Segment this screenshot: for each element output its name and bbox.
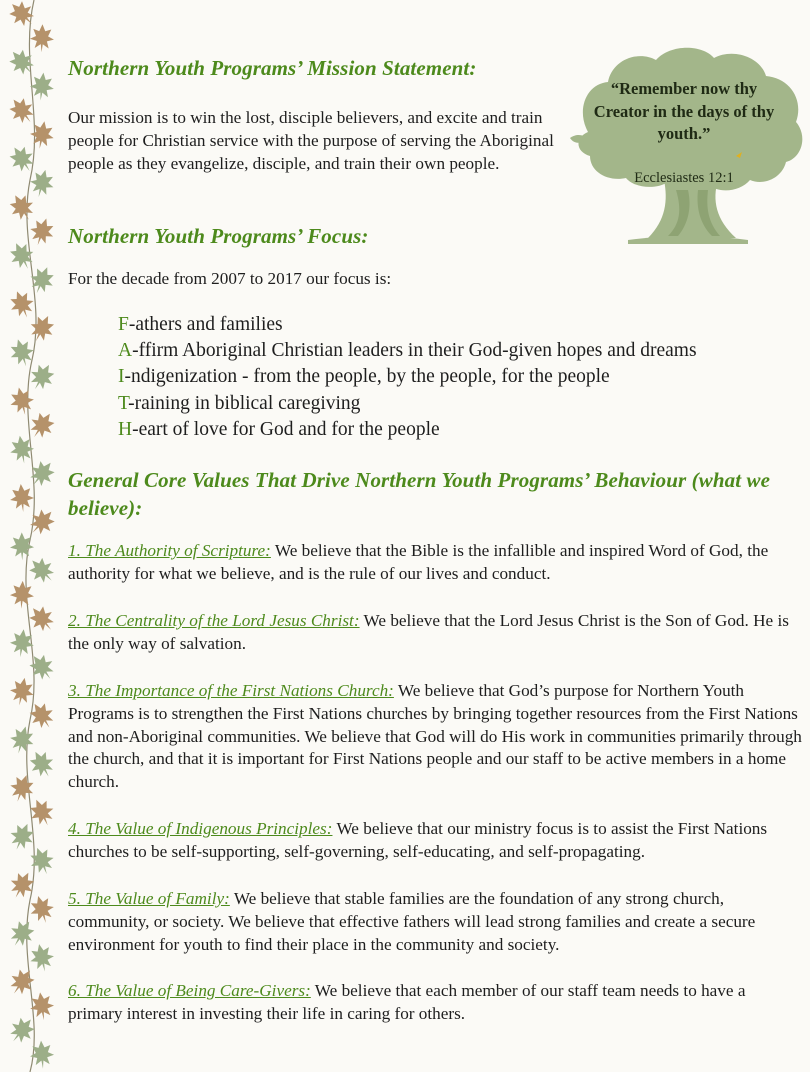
- leaf-icon: [9, 483, 35, 513]
- leaf-icon: [25, 795, 58, 830]
- leaf-icon: [26, 215, 57, 249]
- focus-item-t: T-raining in biblical caregiving: [118, 392, 361, 414]
- leaf-icon: [27, 893, 58, 927]
- core-value-1: 1. The Authority of Scripture: We believe that the Bible is the infallible and inspired Word of God, the authority for what we believe, and is the rule of our lives and conduct.: [68, 541, 769, 583]
- leaf-icon: [4, 44, 40, 81]
- leaf-icon: [24, 552, 61, 589]
- focus-intro: For the decade from 2007 to 2017 our focus is:: [68, 269, 392, 288]
- leaf-icon: [4, 0, 41, 32]
- leaf-icon: [7, 723, 37, 756]
- leaf-icon: [24, 698, 59, 734]
- leaf-icon: [4, 964, 40, 1001]
- leaf-icon: [26, 844, 58, 879]
- leaf-icon: [25, 746, 59, 782]
- leaf-icon: [6, 287, 38, 322]
- leaf-icon: [24, 504, 61, 541]
- focus-list: [118, 312, 697, 443]
- core-values-heading: General Core Values That Drive Northern Youth Programs’ Behaviour (what we believe):: [68, 468, 771, 520]
- leaf-icon: [30, 24, 55, 53]
- core-value-6: 6. The Value of Being Care-Givers: We believe that each member of our staff team needs to have a primary interest in investing their life in caring for others.: [68, 981, 746, 1023]
- leaf-icon: [5, 238, 39, 274]
- leaf-icon: [6, 771, 38, 805]
- leaf-vine-border: [0, 0, 64, 1072]
- focus-item-i: I-ndigenization - from the people, by the people, for the people: [118, 366, 610, 388]
- leaf-icon: [5, 190, 40, 226]
- core-value-5: 5. The Value of Family: We believe that stable families are the foundation of any strong church, community, or society. We believe that effective fathers will lead strong families and create a secure environment for youth to find their place in the community and society.: [68, 889, 756, 954]
- scripture-citation: Ecclesiastes 12:1: [634, 170, 734, 186]
- leaf-icon: [5, 915, 40, 951]
- leaf-icon: [7, 385, 37, 418]
- mission-text: Our mission is to win the lost, disciple believers, and excite and train people for Christian service with the purpose of serving the Aboriginal people as they evangelize, disciple, and train their own people.: [68, 108, 554, 173]
- leaf-icon: [24, 455, 60, 492]
- core-value-2: 2. The Centrality of the Lord Jesus Christ: We believe that the Lord Jesus Christ is the Son of God. He is the only way of salvation.: [68, 611, 789, 653]
- focus-item-a: A-ffirm Aboriginal Christian leaders in their God-given hopes and dreams: [118, 340, 697, 362]
- leaf-icon: [25, 359, 60, 395]
- leaf-icon: [27, 942, 56, 974]
- leaf-icon: [24, 649, 60, 686]
- core-value-3: 3. The Importance of the First Nations Church: We believe that God’s purpose for Northern Youth Programs is to strengthen the First Nations churches by bringing together resources from the First Nations and non-Aboriginal communities. We believe that God will do His work in communities primarily through the church, and that it is important for First Nations people and our staff to be active members in a home church.: [68, 681, 802, 792]
- mission-heading: Northern Youth Programs’ Mission Statement:: [68, 56, 477, 80]
- leaf-icon: [9, 580, 34, 609]
- leaf-icon: [28, 119, 56, 151]
- focus-item-h: H-eart of love for God and for the people: [118, 418, 440, 440]
- focus-item-f: F-athers and families: [118, 314, 283, 335]
- focus-heading: Northern Youth Programs’ Focus:: [68, 224, 369, 248]
- core-value-4: 4. The Value of Indigenous Principles: We believe that our ministry focus is to assist the First Nations churches to be self-supporting, self-governing, self-educating, and self-propagating.: [68, 819, 768, 861]
- leaf-icon: [8, 676, 37, 708]
- leaf-icon: [26, 263, 59, 298]
- scripture-quote: “Remember now thy Creator in the days of thy youth.”: [593, 79, 775, 143]
- leaf-icon: [25, 311, 59, 347]
